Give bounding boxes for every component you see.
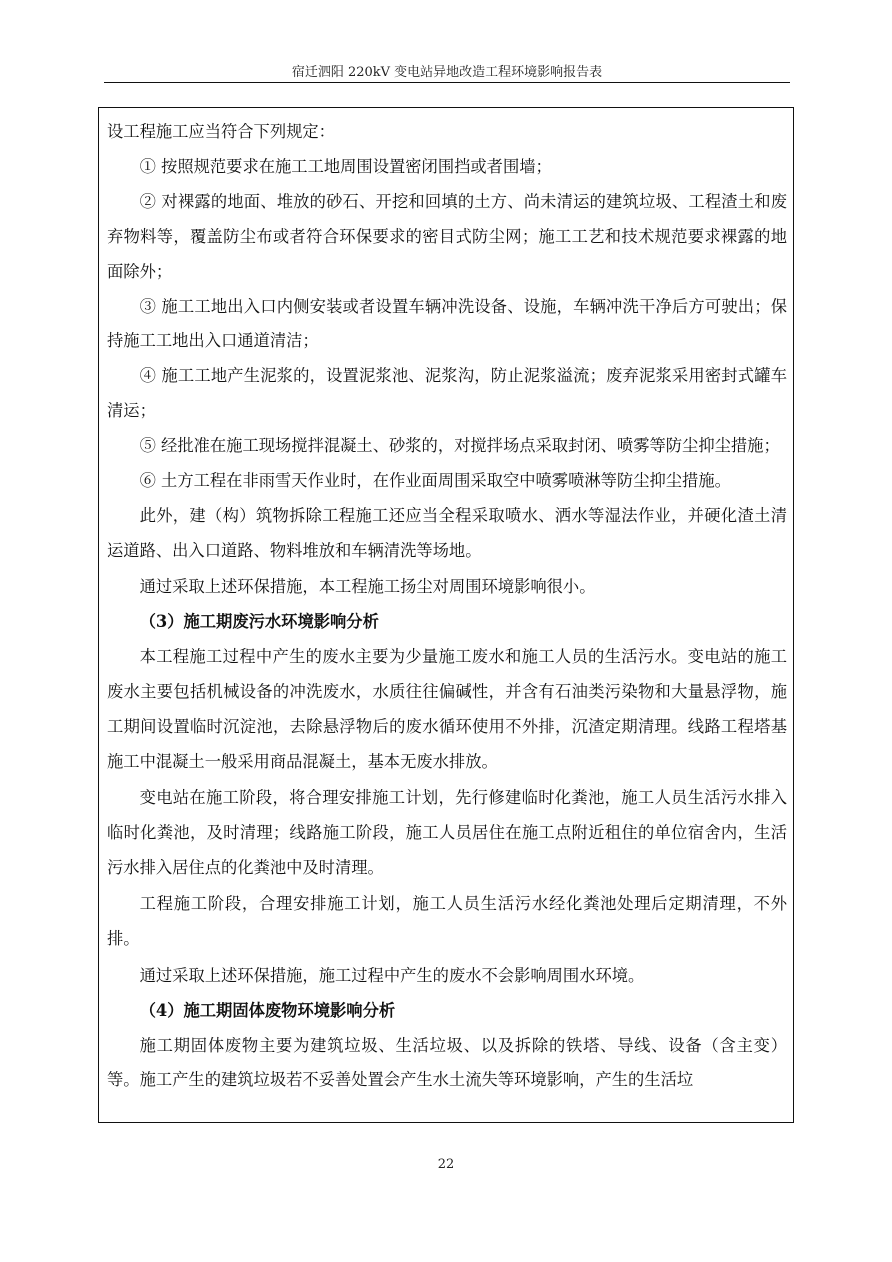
content-box: [98, 107, 794, 1123]
page-header-title: 宿迁泗阳 220kV 变电站异地改造工程环境影响报告表: [291, 65, 603, 80]
paragraph-substation-sewage: 变电站在施工阶段，将合理安排施工计划，先行修建临时化粪池，施工人员生活污水排入临时化粪池，及时清理；线路施工阶段，施工人员居住在施工点附近租住的单位宿舍内，生活污水排入居住点的化粪池中及时清理。: [107, 788, 787, 878]
list-item-4: ④ 施工工地产生泥浆的，设置泥浆池、泥浆沟，防止泥浆溢流；废弃泥浆采用密封式罐车清运；: [107, 366, 787, 421]
section-heading-wastewater: （3）施工期废污水环境影响分析: [139, 612, 379, 632]
paragraph-dust-conclusion: 通过采取上述环保措施，本工程施工扬尘对周围环境影响很小。: [139, 577, 596, 597]
paragraph-demolition: 此外，建（构）筑物拆除工程施工还应当全程采取喷水、洒水等湿法作业，并硬化渣土清运道路、出入口道路、物料堆放和车辆清洗等场地。: [107, 505, 787, 560]
paragraph-sewage-treatment: 工程施工阶段，合理安排施工计划，施工人员生活污水经化粪池处理后定期清理，不外排。: [107, 894, 787, 949]
page-number: 22: [437, 1157, 455, 1172]
list-item-2: ② 对裸露的地面、堆放的砂石、开挖和回填的土方、尚未清运的建筑垃圾、工程渣土和废弃物料等，覆盖防尘布或者符合环保要求的密目式防尘网；施工工艺和技术规范要求裸露的地面除外；: [107, 191, 787, 281]
section-heading-solid-waste: （4）施工期固体废物环境影响分析: [139, 1000, 396, 1020]
paragraph-continuation: 设工程施工应当符合下列规定：: [107, 122, 335, 141]
list-item-1: ① 按照规范要求在施工工地周围设置密闭围挡或者围墙；: [139, 156, 552, 176]
header-rule: [104, 82, 790, 83]
content-body: [107, 115, 787, 1098]
list-item-3: ③ 施工工地出入口内侧安装或者设置车辆冲洗设备、设施，车辆冲洗干净后方可驶出；保持施工工地出入口通道清洁；: [107, 296, 787, 351]
list-item-6: ⑥ 土方工程在非雨雪天作业时，在作业面周围采取空中喷雾喷淋等防尘抑尘措施。: [139, 471, 731, 491]
paragraph-wastewater-sources: 本工程施工过程中产生的废水主要为少量施工废水和施工人员的生活污水。变电站的施工废水主要包括机械设备的冲洗废水，水质往往偏碱性，并含有石油类污染物和大量悬浮物，施工期间设置临时沉淀池，去除悬浮物后的废水循环使用不外排，沉渣定期清理。线路工程塔基施工中混凝土一般采用商品混凝土，基本无废水排放。: [107, 647, 787, 771]
list-item-5: ⑤ 经批准在施工现场搅拌混凝土、砂浆的，对搅拌场点采取封闭、喷雾等防尘抑尘措施；: [139, 436, 780, 456]
paragraph-wastewater-conclusion: 通过采取上述环保措施，施工过程中产生的废水不会影响周围水环境。: [139, 965, 645, 985]
paragraph-solid-waste: 施工期固体废物主要为建筑垃圾、生活垃圾、以及拆除的铁塔、导线、设备（含主变）等。施工产生的建筑垃圾若不妥善处置会产生水土流失等环境影响，产生的生活垃: [107, 1035, 787, 1090]
